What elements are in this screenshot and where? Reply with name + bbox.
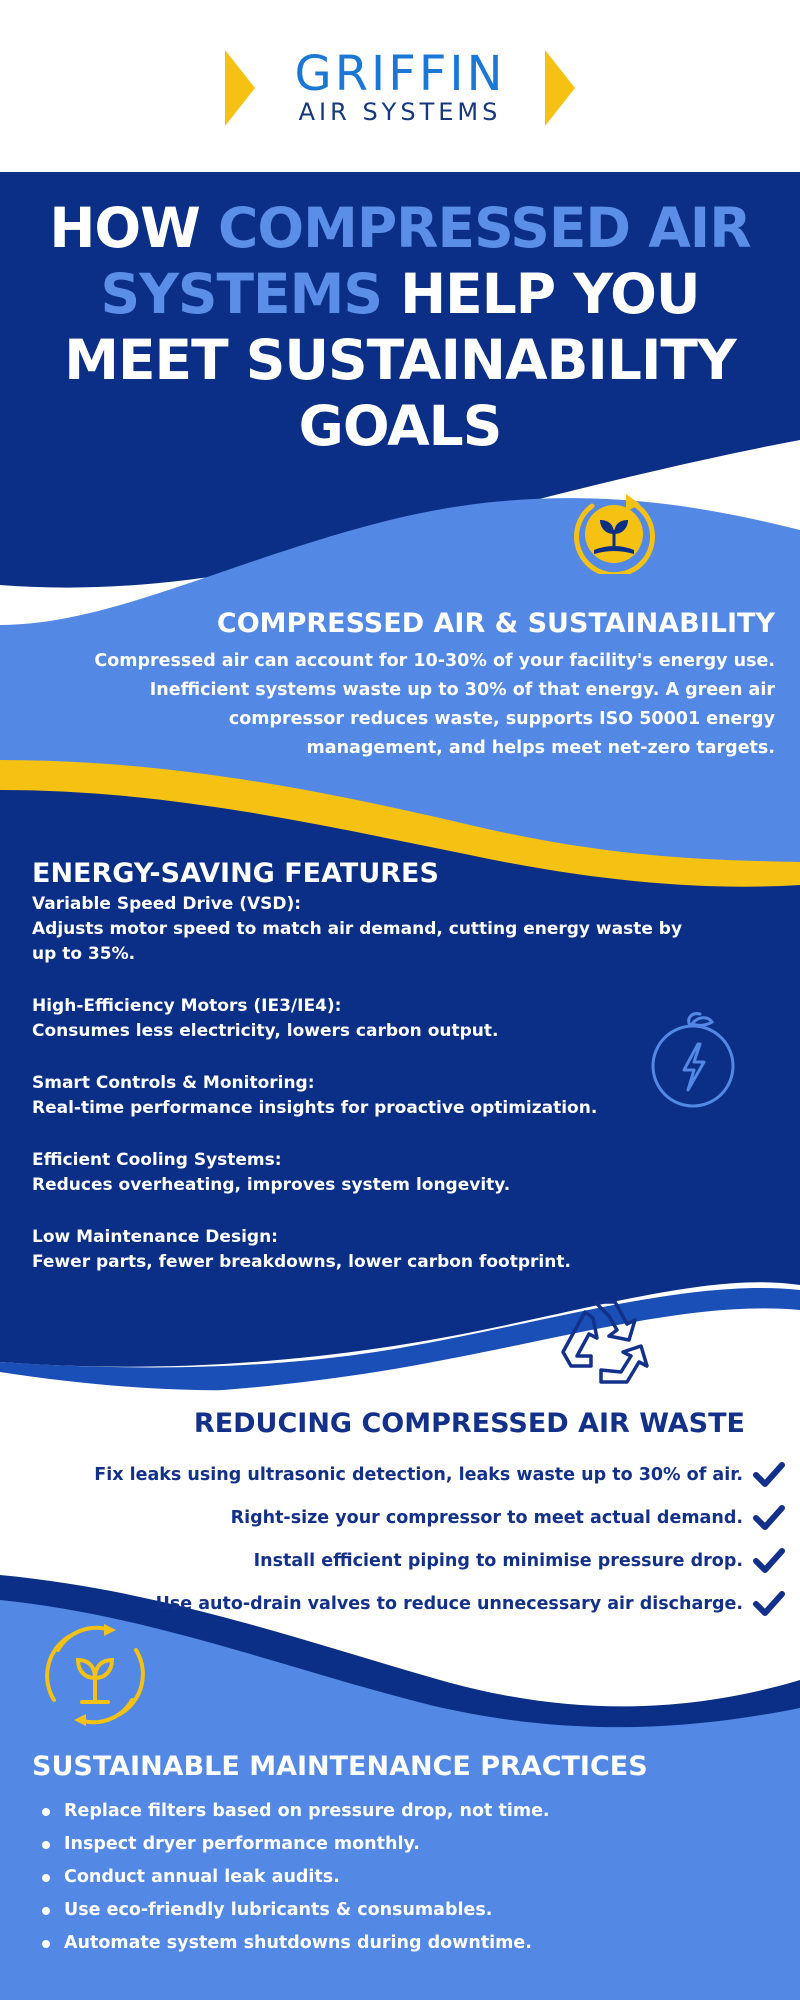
bullet-icon (42, 1808, 50, 1816)
feature-desc: Fewer parts, fewer breakdowns, lower carbon footprint. (32, 1252, 571, 1272)
checkmark-icon (753, 1591, 785, 1617)
checkmark-icon (753, 1462, 785, 1488)
plant-cycle-icon (572, 490, 656, 574)
feature-item (32, 1071, 712, 1121)
maintenance-item-text: Automate system shutdowns during downtime. (64, 1933, 532, 1953)
bullet-icon (42, 1940, 50, 1948)
feature-item (32, 892, 712, 967)
waste-item-text: Right-size your compressor to meet actual demand. (230, 1507, 743, 1528)
section1-line: management, and helps meet net-zero targets. (306, 738, 775, 758)
checkmark-icon (753, 1548, 785, 1574)
logo-subtitle: AIR SYSTEMS (298, 98, 502, 126)
feature-title: Efficient Cooling Systems: (32, 1150, 282, 1170)
list-item (40, 1861, 740, 1894)
list-item (40, 1927, 740, 1960)
section1-line: compressor reduces waste, supports ISO 50001 energy (228, 709, 775, 729)
feature-title: High-Efficiency Motors (IE3/IE4): (32, 996, 342, 1016)
section4-heading: SUSTAINABLE MAINTENANCE PRACTICES (32, 1751, 648, 1782)
page-title (10, 195, 790, 459)
section2-heading: ENERGY-SAVING FEATURES (32, 858, 439, 889)
maintenance-item-text: Use eco-friendly lubricants & consumables. (64, 1900, 493, 1920)
maintenance-item-text: Inspect dryer performance monthly. (64, 1834, 420, 1854)
waste-item-text: Install efficient piping to minimise pressure drop. (253, 1550, 743, 1571)
waste-list (5, 1453, 785, 1625)
feature-item (32, 1148, 712, 1198)
recycle-icon (555, 1290, 665, 1400)
bullet-icon (42, 1907, 50, 1915)
maintenance-item-text: Replace filters based on pressure drop, not time. (64, 1801, 550, 1821)
feature-desc: Adjusts motor speed to match air demand, cutting energy waste by up to 35%. (32, 919, 683, 964)
bullet-icon (42, 1841, 50, 1849)
logo-wordmark: GRIFFIN (294, 46, 506, 102)
waste-item (5, 1582, 785, 1625)
waste-item-text: Use auto-drain valves to reduce unnecessary air discharge. (155, 1593, 743, 1614)
waste-item (5, 1496, 785, 1539)
features-list (32, 892, 712, 1302)
section3-heading: REDUCING COMPRESSED AIR WASTE (193, 1408, 745, 1439)
title-highlight2: SYSTEMS (100, 262, 382, 326)
waste-item (5, 1453, 785, 1496)
section1-line: Compressed air can account for 10-30% of your facility's energy use. (94, 651, 775, 671)
section1-body (55, 647, 775, 763)
feature-desc: Consumes less electricity, lowers carbon output. (32, 1021, 499, 1041)
title-part2: HELP YOU (381, 262, 700, 326)
feature-title: Smart Controls & Monitoring: (32, 1073, 315, 1093)
feature-title: Variable Speed Drive (VSD): (32, 894, 302, 914)
title-line4: GOALS (298, 394, 502, 458)
maintenance-list (40, 1795, 740, 1960)
section1-line: Inefficient systems waste up to 30% of that energy. A green air (149, 680, 775, 700)
section1-heading: COMPRESSED AIR & SUSTAINABILITY (216, 608, 775, 639)
waste-item-text: Fix leaks using ultrasonic detection, leaks waste up to 30% of air. (94, 1464, 743, 1485)
checkmark-icon (753, 1505, 785, 1531)
logo (225, 48, 575, 128)
feature-desc: Real-time performance insights for proactive optimization. (32, 1098, 598, 1118)
plant-cycle-icon (40, 1620, 150, 1730)
feature-title: Low Maintenance Design: (32, 1227, 278, 1247)
list-item (40, 1828, 740, 1861)
list-item (40, 1894, 740, 1927)
bullet-icon (42, 1874, 50, 1882)
title-highlight1: COMPRESSED AIR (218, 196, 751, 260)
waste-item (5, 1539, 785, 1582)
title-line3: MEET SUSTAINABILITY (64, 328, 736, 392)
energy-bolt-icon (648, 1010, 738, 1110)
list-item (40, 1795, 740, 1828)
feature-item (32, 1225, 712, 1275)
title-part1: HOW (49, 196, 218, 260)
feature-desc: Reduces overheating, improves system longevity. (32, 1175, 511, 1195)
feature-item (32, 994, 712, 1044)
maintenance-item-text: Conduct annual leak audits. (64, 1867, 340, 1887)
